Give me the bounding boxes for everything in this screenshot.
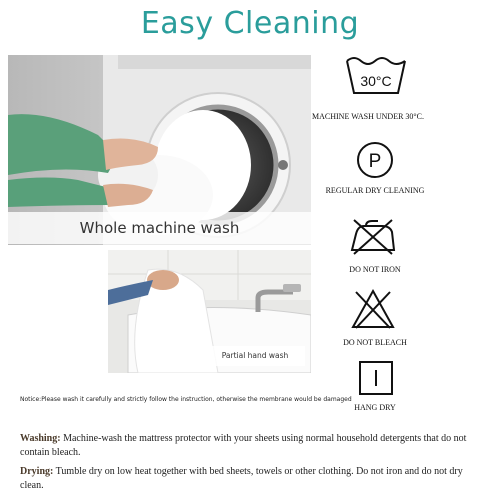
care-label-dry-cleaning: REGULAR DRY CLEANING (325, 186, 425, 195)
machine-wash-caption: Whole machine wash (8, 212, 311, 244)
care-label-hang-dry: HANG DRY (354, 403, 396, 412)
page-title: Easy Cleaning (140, 6, 360, 41)
drying-text: Tumble dry on low heat together with bed sheets, towels or other clothing. Do not iron and do not dry clean. (20, 466, 463, 491)
dry-clean-circle-icon (355, 140, 395, 185)
washing-paragraph (20, 432, 485, 460)
wash-tub-icon (344, 55, 408, 100)
machine-wash-photo (8, 55, 311, 245)
care-label-do-not-iron: DO NOT IRON (349, 265, 401, 274)
care-label-machine-wash: MACHINE WASH UNDER 30°C. (312, 112, 424, 121)
care-label-do-not-bleach: DO NOT BLEACH (343, 338, 407, 347)
drying-paragraph (20, 465, 485, 493)
crossed-triangle-icon (350, 288, 396, 335)
crossed-iron-icon (348, 218, 398, 261)
dry-clean-letter: P (368, 151, 382, 172)
notice-text: Notice:Please wash it carefully and strictly follow the instruction, otherwise the membrane would be damaged (20, 396, 352, 403)
hand-wash-photo (108, 250, 311, 373)
hand-wash-caption: Partial hand wash (205, 346, 305, 366)
drying-heading: Drying: (20, 466, 54, 477)
wash-temp-text: 30°C (360, 73, 392, 89)
washing-heading: Washing: (20, 433, 61, 444)
washing-text: Machine-wash the mattress protector with your sheets using normal household detergents that do not contain bleach. (20, 433, 467, 458)
